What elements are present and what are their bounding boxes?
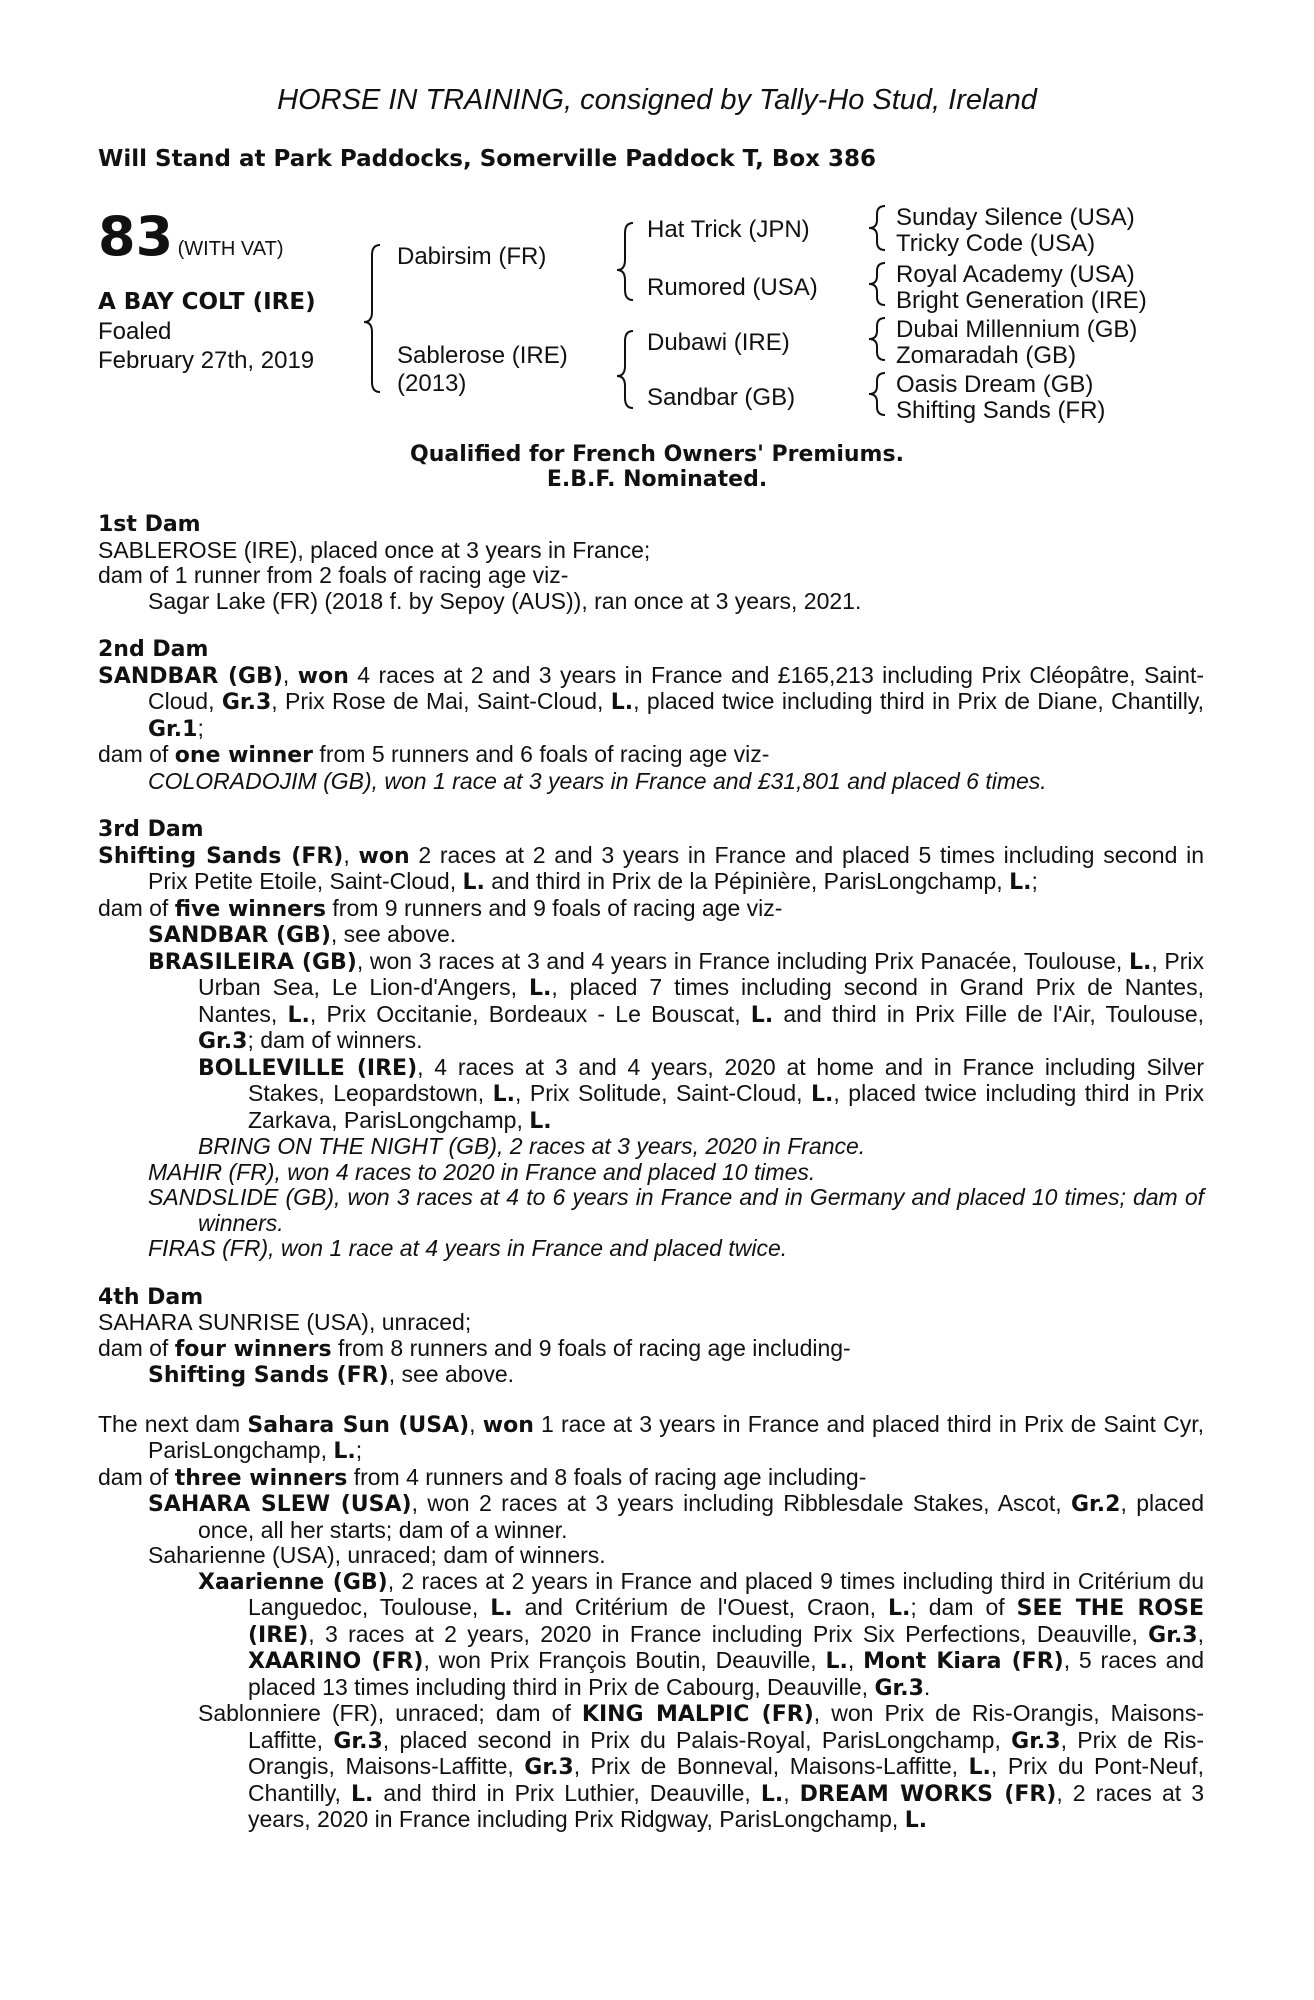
next-dam-record: The next dam Sahara Sun (USA), won 1 race at 3 years in France and placed third in Prix de Saint Cyr, ParisLongchamp, L.; bbox=[98, 1410, 1204, 1464]
pedigree-ddd: Shifting Sands (FR) bbox=[896, 397, 1106, 424]
first-dam-section bbox=[98, 512, 1204, 614]
pedigree-notes bbox=[98, 512, 1204, 1857]
pedigree-dam-dam: Sandbar (GB) bbox=[647, 384, 796, 411]
first-dam-runner: Sagar Lake (FR) (2018 f. by Sepoy (AUS)), ran once at 3 years, 2021. bbox=[148, 587, 862, 614]
next-dam-section bbox=[98, 1412, 1204, 1834]
lot-number-value: 83 bbox=[98, 205, 174, 268]
foaled-date: February 27th, 2019 bbox=[98, 347, 315, 374]
ebf-note: E.B.F. Nominated. bbox=[546, 467, 768, 492]
pedigree-dam: Sablerose (IRE) bbox=[397, 342, 568, 369]
third-dam-runner-sandslide: SANDSLIDE (GB), won 3 races at 4 to 6 years in France and in Germany and placed 10 times; dam of winners. bbox=[148, 1184, 1204, 1236]
next-dam-runner-sablonniere: Sablonniere (FR), unraced; dam of KING MALPIC (FR), won Prix de Ris-Orangis, Maisons-Laffitte, Gr.3, placed second in Prix du Palais-Royal, ParisLongchamp, Gr.3, Prix de Ris-Orangis, Maisons-Laffitte, Gr.3, Prix de Bonneval, Maisons-Laffitte, L., Prix du Pont-Neuf, Chantilly, L. and third in Prix Luthier, Deauville, L., DREAM WORKS (FR), 2 races at 3 years, 2020 in France including Prix Ridgway, ParisLongchamp, L. bbox=[198, 1700, 1205, 1833]
third-dam-runner-bring-on-the-night: BRING ON THE NIGHT (GB), 2 races at 3 years, 2020 in France. bbox=[198, 1133, 866, 1159]
pedigree-dds: Oasis Dream (GB) bbox=[896, 371, 1094, 398]
third-dam-runner-firas: FIRAS (FR), won 1 race at 4 years in France and placed twice. bbox=[148, 1235, 788, 1261]
page-title: HORSE IN TRAINING, consigned by Tally-Ho Stud, Ireland bbox=[277, 84, 1037, 116]
pedigree-dam-sire: Dubawi (IRE) bbox=[647, 329, 790, 356]
pedigree-sss: Sunday Silence (USA) bbox=[896, 204, 1135, 231]
third-dam-section bbox=[98, 817, 1204, 1262]
second-dam-record: SANDBAR (GB), won 4 races at 2 and 3 years in France and £165,213 including Prix Cléopâtre, Saint-Cloud, Gr.3, Prix Rose de Mai, Saint-Cloud, L., placed twice including third in Prix de Diane, Chantilly, Gr.1; bbox=[98, 661, 1205, 742]
third-dam-produce: dam of five winners from 9 runners and 9 foals of racing age viz- bbox=[98, 894, 783, 922]
pedigree-sdd: Bright Generation (IRE) bbox=[896, 287, 1147, 314]
pedigree-dam-year: (2013) bbox=[397, 370, 467, 397]
third-dam-runner-brasileira: BRASILEIRA (GB), won 3 races at 3 and 4 years in France including Prix Panacée, Toulouse, L., Prix Urban Sea, Le Lion-d'Angers, L., placed 7 times including second in Grand Prix de Nantes, Nantes, L., Prix Occitanie, Bordeaux - Le Bouscat, L. and third in Prix Fille de l'Air, Toulouse, Gr.3; dam of winners. bbox=[148, 947, 1205, 1054]
foaled-label: Foaled bbox=[98, 318, 172, 345]
pedigree-sire: Dabirsim (FR) bbox=[397, 243, 547, 270]
first-dam-line: SABLEROSE (IRE), placed once at 3 years in France; bbox=[98, 536, 651, 563]
third-dam-heading: 3rd Dam bbox=[98, 817, 204, 842]
fourth-dam-section bbox=[98, 1285, 1204, 1389]
premiums-note: Qualified for French Owners' Premiums. bbox=[410, 442, 904, 467]
second-dam-heading: 2nd Dam bbox=[98, 637, 209, 662]
pedigree-sire-sire: Hat Trick (JPN) bbox=[647, 216, 810, 243]
second-dam-runner: COLORADOJIM (GB), won 1 race at 3 years in France and £31,801 and placed 6 times. bbox=[148, 767, 1047, 794]
next-dam-runner-xaarienne: Xaarienne (GB), 2 races at 2 years in France and placed 9 times including third in Critérium du Languedoc, Toulouse, L. and Critérium de l'Ouest, Craon, L.; dam of SEE THE ROSE (IRE), 3 races at 2 years, 2020 in France including Prix Six Perfections, Deauville, Gr.3, XAARINO (FR), won Prix François Boutin, Deauville, L., Mont Kiara (FR), 5 races and placed 13 times including third in Prix de Cabourg, Deauville, Gr.3. bbox=[198, 1567, 1205, 1701]
pedigree-sire-dam: Rumored (USA) bbox=[647, 274, 818, 301]
horse-name: A BAY COLT (IRE) bbox=[98, 289, 316, 315]
fourth-dam-produce: dam of four winners from 8 runners and 9 foals of racing age including- bbox=[98, 1334, 851, 1362]
third-dam-runner-mahir: MAHIR (FR), won 4 races to 2020 in France and placed 10 times. bbox=[148, 1158, 816, 1185]
second-dam-section bbox=[98, 637, 1204, 794]
lot-vat: (WITH VAT) bbox=[177, 238, 284, 260]
fourth-dam-runner-shifting-sands: Shifting Sands (FR), see above. bbox=[148, 1361, 514, 1388]
third-dam-record: Shifting Sands (FR), won 2 races at 2 and 3 years in France and placed 5 times including second in Prix Petite Etoile, Saint-Cloud, L. and third in Prix de la Pépinière, ParisLongchamp, L.; bbox=[98, 841, 1204, 895]
fourth-dam-heading: 4th Dam bbox=[98, 1284, 204, 1310]
second-dam-produce: dam of one winner from 5 runners and 6 foals of racing age viz- bbox=[98, 741, 770, 768]
first-dam-heading: 1st Dam bbox=[98, 512, 201, 537]
pedigree-sds: Royal Academy (USA) bbox=[896, 261, 1135, 288]
third-dam-runner-bolleville: BOLLEVILLE (IRE), 4 races at 3 and 4 years, 2020 at home and in France including Silver Stakes, Leopardstown, L., Prix Solitude, Saint-Cloud, L., placed twice including third in Prix Zarkava, ParisLongchamp, L. bbox=[198, 1053, 1204, 1134]
stand-location: Will Stand at Park Paddocks, Somerville Paddock T, Box 386 bbox=[98, 146, 877, 172]
pedigree-dsd: Zomaradah (GB) bbox=[896, 342, 1077, 369]
third-dam-runner-sandbar: SANDBAR (GB), see above. bbox=[148, 921, 457, 948]
pedigree-dss: Dubai Millennium (GB) bbox=[896, 316, 1138, 343]
fourth-dam-line: SAHARA SUNRISE (USA), unraced; bbox=[98, 1309, 472, 1335]
pedigree-ssd: Tricky Code (USA) bbox=[896, 230, 1096, 257]
next-dam-produce: dam of three winners from 4 runners and 8 foals of racing age including- bbox=[98, 1463, 867, 1491]
next-dam-runner-sahara-slew: SAHARA SLEW (USA), won 2 races at 3 years including Ribblesdale Stakes, Ascot, Gr.2, placed once, all her starts; dam of a winner. bbox=[148, 1490, 1204, 1543]
first-dam-produce: dam of 1 runner from 2 foals of racing age viz- bbox=[98, 562, 569, 588]
next-dam-runner-saharienne: Saharienne (USA), unraced; dam of winners. bbox=[148, 1542, 606, 1568]
